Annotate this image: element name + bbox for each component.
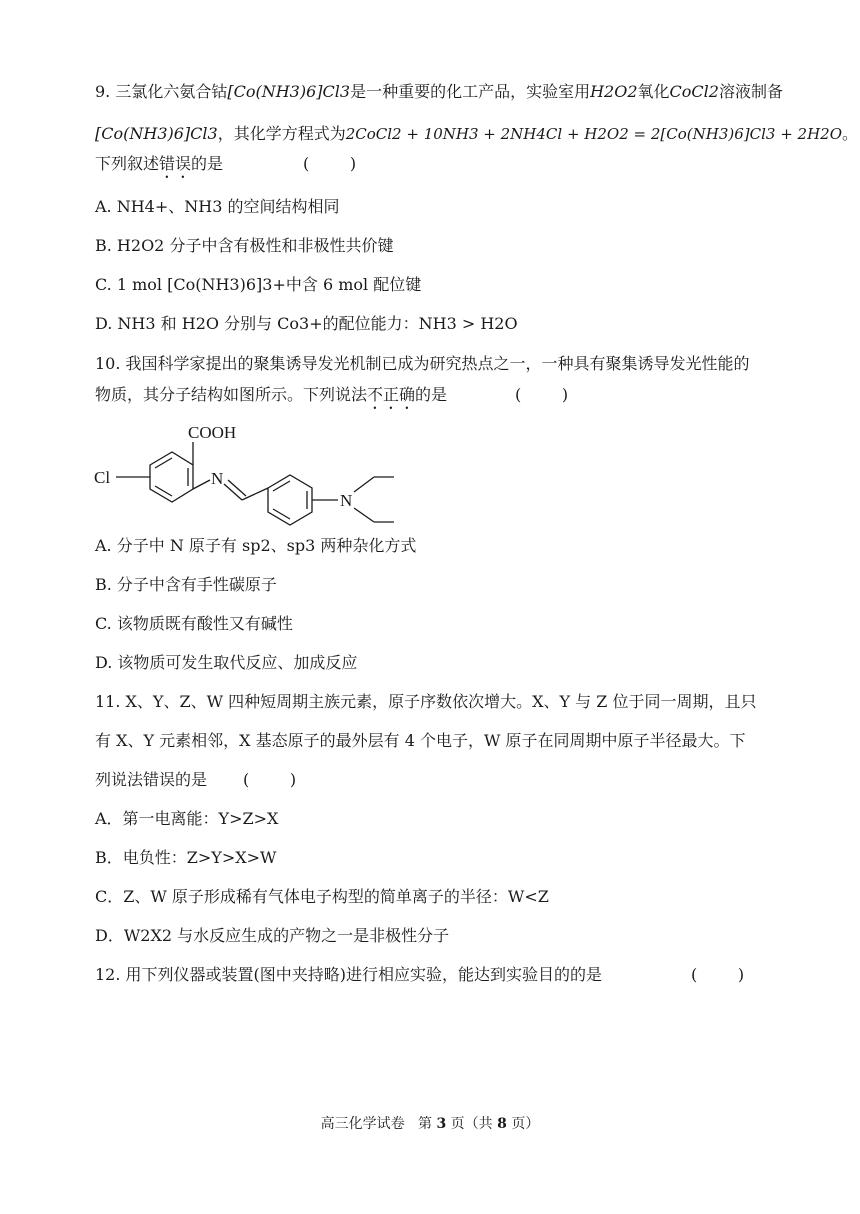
q11-answer-blank: ( ) [243, 770, 297, 789]
footer-text-2: 页（共 [450, 1116, 493, 1132]
q9-option-b: B. H2O2 分子中含有极性和非极性共价键 [95, 236, 394, 255]
q9-h2o2: H2O2 [590, 82, 638, 101]
q9-emphasis: 错误 [159, 154, 192, 173]
q9-option-c: C. 1 mol [Co(NH3)6]3+中含 6 mol 配位键 [95, 275, 422, 294]
q10-option-b: B. 分子中含有手性碳原子 [95, 575, 277, 594]
q10-option-c: C. 该物质既有酸性又有碱性 [95, 614, 293, 633]
q9-stem-text-5: ，其化学方程式为 [217, 124, 346, 143]
q10-line-1: 10. 我国科学家提出的聚集诱导发光机制已成为研究热点之一，一种具有聚集诱导发光性能的 [95, 354, 750, 373]
q10-answer-blank: ( ) [515, 385, 569, 404]
left-benzene-ring [150, 452, 193, 502]
amine-n-label: N [340, 491, 353, 510]
page-footer [0, 1113, 860, 1133]
q12-stem-text: 12. 用下列仪器或装置(图中夹持略)进行相应实验，能达到实验目的的是 [95, 965, 603, 984]
q9-line-3 [95, 154, 357, 182]
footer-total-pages: 8 [497, 1116, 507, 1132]
q9-stem-text-4: 溶液制备 [718, 82, 783, 101]
q9-period: 。 [842, 124, 859, 143]
cooh-label: COOH [188, 423, 237, 442]
q9-cocl2: CoCl2 [669, 82, 719, 101]
q9-answer-blank: ( ) [303, 154, 357, 173]
right-benzene-ring [268, 475, 312, 525]
q9-ask-text: 下列叙述 [95, 154, 160, 173]
q10-option-d: D. 该物质可发生取代反应、加成反应 [95, 653, 358, 672]
q9-line-1 [95, 82, 783, 102]
footer-exam-name: 高三化学试卷 [320, 1116, 405, 1132]
cl-label: Cl [94, 468, 111, 487]
q9-ask-text-2: 的是 [191, 154, 224, 173]
q10-molecule-structure [92, 420, 412, 530]
q10-option-a: A. 分子中 N 原子有 sp2、sp3 两种杂化方式 [95, 536, 417, 555]
footer-page-number: 3 [436, 1116, 447, 1132]
q12-line-1 [95, 965, 745, 985]
q10-emphasis: 不正确 [367, 385, 416, 404]
q9-option-d: D. NH3 和 H2O 分别与 Co3+的配位能力：NH3 > H2O [95, 314, 518, 333]
q9-stem-text-3: 氧化 [637, 82, 670, 101]
q11-line-2: 有 X、Y 元素相邻，X 基态原子的最外层有 4 个电子，W 原子在同周期中原子半径最大。下 [95, 731, 746, 750]
q10-line-2 [95, 385, 569, 413]
q9-stem-text: 9. 三氯化六氨合钴 [95, 82, 228, 101]
q9-line-2 [95, 124, 858, 144]
imine-n-label: N [211, 469, 224, 488]
q11-line-1: 11. X、Y、Z、W 四种短周期主族元素，原子序数依次增大。X、Y 与 Z 位于同一周期，且只 [95, 692, 757, 711]
q11-line-3 [95, 770, 297, 790]
q9-stem-text-2: 是一种重要的化工产品，实验室用 [350, 82, 591, 101]
footer-text-1: 第 [418, 1116, 433, 1132]
q9-equation: 2CoCl2 + 10NH3 + 2NH4Cl + H2O2 = 2[Co(NH3)6]Cl3 + 2H2O [345, 125, 843, 143]
q11-option-d: D．W2X2 与水反应生成的产物之一是非极性分子 [95, 926, 450, 945]
q11-ask-text: 列说法错误的是 [95, 770, 208, 789]
q9-complex-formula-2: [Co(NH3)6]Cl3 [95, 124, 218, 143]
q10-ask-text: 物质，其分子结构如图所示。下列说法 [95, 385, 368, 404]
footer-text-3: 页） [511, 1116, 540, 1132]
q11-option-b: B．电负性：Z>Y>X>W [95, 848, 277, 867]
q10-ask-text-2: 的是 [415, 385, 448, 404]
q9-option-a: A. NH4+、NH3 的空间结构相同 [95, 197, 340, 216]
q11-option-a: A．第一电离能：Y>Z>X [95, 809, 279, 828]
q11-option-c: C．Z、W 原子形成稀有气体电子构型的简单离子的半径：W<Z [95, 887, 549, 906]
q9-complex-formula: [Co(NH3)6]Cl3 [227, 82, 351, 101]
q12-answer-blank: ( ) [691, 965, 745, 984]
